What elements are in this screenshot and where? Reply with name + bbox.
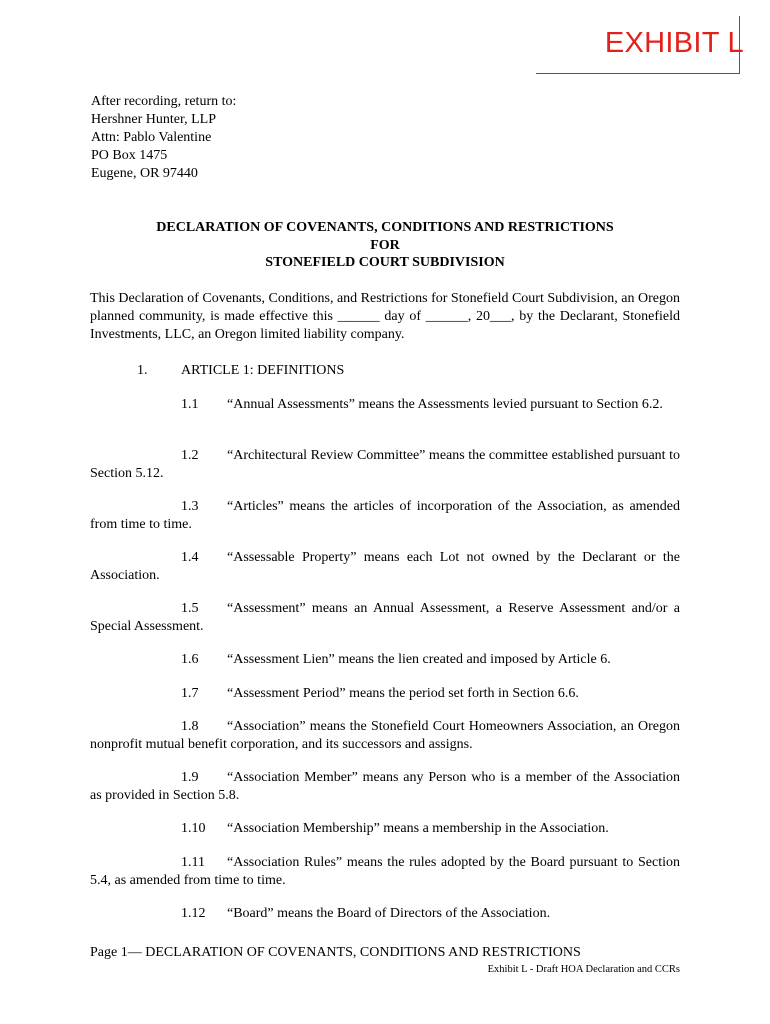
title-line: DECLARATION OF COVENANTS, CONDITIONS AND RESTRICTIONS — [156, 220, 614, 235]
definition-text: “Assessment” means an Annual Assessment, a Reserve Assessment and/or a Special Assessment. — [90, 601, 680, 634]
exhibit-label: EXHIBIT L — [604, 27, 744, 59]
document-title — [90, 219, 680, 272]
definition-text: “Architectural Review Committee” means the committee established pursuant to Section 5.12. — [90, 448, 680, 481]
return-line: Eugene, OR 97440 — [91, 166, 198, 181]
definition-1-3 — [90, 498, 680, 534]
return-line: Hershner Hunter, LLP — [91, 112, 217, 127]
definition-text: “Annual Assessments” means the Assessments levied pursuant to Section 6.2. — [227, 397, 663, 412]
definition-number: 1.7 — [181, 686, 199, 701]
definition-number: 1.1 — [181, 397, 199, 412]
definition-text: “Assessable Property” means each Lot not owned by the Declarant or the Association. — [90, 550, 680, 583]
definition-text: “Association” means the Stonefield Court Homeowners Association, an Oregon nonprofit mutual benefit corporation, and its successors and assigns. — [90, 719, 680, 752]
definition-1-9 — [90, 769, 680, 805]
definition-1-10 — [90, 820, 680, 838]
definition-text: “Association Membership” means a membership in the Association. — [227, 821, 609, 836]
definition-1-8 — [90, 718, 680, 754]
definition-text: “Association Member” means any Person who is a member of the Association as provided in Section 5.8. — [90, 770, 680, 803]
definition-text: “Board” means the Board of Directors of the Association. — [227, 906, 551, 921]
definition-1-6 — [90, 651, 680, 669]
title-line: STONEFIELD COURT SUBDIVISION — [265, 255, 505, 270]
return-line: Attn: Pablo Valentine — [91, 130, 212, 145]
title-line: FOR — [370, 237, 400, 253]
definition-text: “Association Rules” means the rules adopted by the Board pursuant to Section 5.4, as amended from time to time. — [90, 855, 680, 888]
definition-text: “Assessment Lien” means the lien created and imposed by Article 6. — [227, 652, 611, 667]
definition-number: 1.6 — [181, 652, 199, 667]
definition-number: 1.10 — [181, 821, 206, 836]
definition-1-4 — [90, 549, 680, 585]
definition-number: 1.2 — [181, 448, 199, 463]
intro-paragraph: This Declaration of Covenants, Conditions, and Restrictions for Stonefield Court Subdivision, an Oregon planned community, is made effective this ______ day of ______, 20___, by the Declarant, Stonefield Investments, LLC, an Oregon limited liability company. — [90, 291, 680, 342]
definition-1-5 — [90, 600, 680, 636]
footer-page-title: Page 1— DECLARATION OF COVENANTS, CONDITIONS AND RESTRICTIONS — [90, 945, 581, 960]
return-line: PO Box 1475 — [91, 148, 168, 163]
return-line: After recording, return to: — [91, 94, 237, 109]
definition-number: 1.5 — [181, 601, 199, 616]
definition-number: 1.8 — [181, 719, 199, 734]
article-number: 1. — [137, 363, 148, 378]
definition-1-1 — [90, 396, 680, 414]
definition-number: 1.12 — [181, 906, 206, 921]
definition-text: “Assessment Period” means the period set forth in Section 6.6. — [227, 686, 579, 701]
return-address-block — [91, 93, 236, 183]
definition-1-2 — [90, 447, 680, 483]
definition-1-7 — [90, 685, 680, 703]
definition-number: 1.9 — [181, 770, 199, 785]
footer-exhibit-caption: Exhibit L - Draft HOA Declaration and CCRs — [487, 964, 680, 975]
definition-number: 1.3 — [181, 499, 199, 514]
definition-number: 1.11 — [181, 855, 205, 870]
definition-1-11 — [90, 854, 680, 890]
definition-number: 1.4 — [181, 550, 199, 565]
definition-text: “Articles” means the articles of incorporation of the Association, as amended from time to time. — [90, 499, 680, 532]
article-label: ARTICLE 1: DEFINITIONS — [181, 363, 345, 378]
definition-1-12 — [90, 905, 680, 923]
